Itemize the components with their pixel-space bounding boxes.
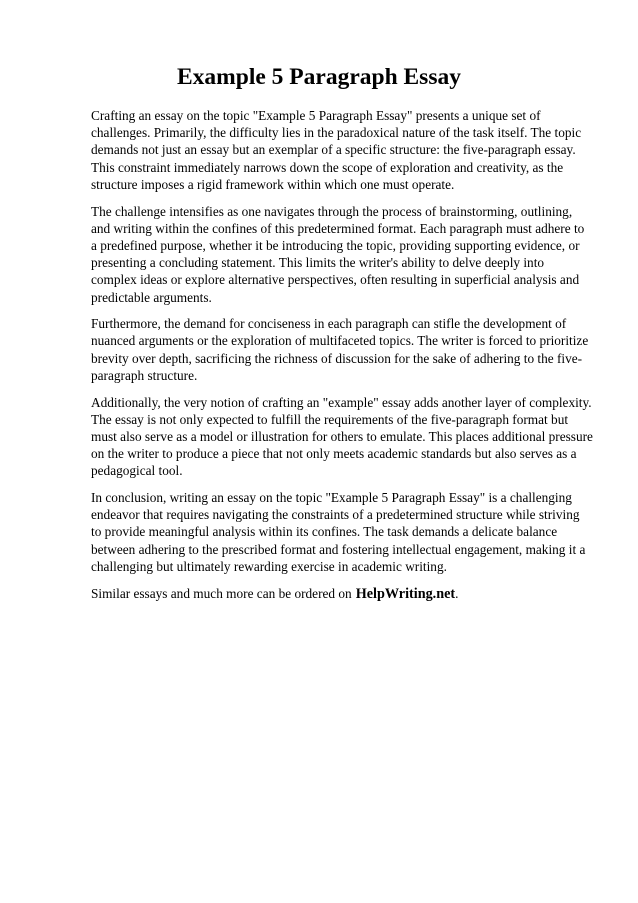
page-title: Example 5 Paragraph Essay [177, 64, 461, 90]
paragraph-intro: Crafting an essay on the topic "Example 5 Paragraph Essay" presents a unique set of challenges. Primarily, the difficulty lies in the paradoxical nature of the task itself. The topic demands not just an essay but an exemplar of a specific structure: the five-paragraph essay. This constraint immediately narrows down the scope of exploration and creativity, as the structure imposes a rigid framework within which one must operate. [91, 108, 582, 192]
footer-text: Similar essays and much more can be ordered on [91, 585, 352, 601]
paragraph-conciseness: Furthermore, the demand for conciseness in each paragraph can stifle the development of nuanced arguments or the exploration of multifaceted topics. The writer is forced to prioritize brevity over depth, sacrificing the richness of discussion for the sake of adhering to the five-paragraph structure. [91, 316, 589, 383]
paragraph-example-essay: Additionally, the very notion of crafting an "example" essay adds another layer of complexity. The essay is not only expected to fulfill the requirements of the five-paragraph format but must also serve as a model or illustration for others to emulate. This places additional pressure on the writer to produce a piece that not only meets academic standards but also serves as a pedagogical tool. [91, 394, 593, 479]
paragraph-challenge: The challenge intensifies as one navigates through the process of brainstorming, outlining, and writing within the confines of this predetermined format. Each paragraph must adhere to a predefined purpose, whether it be introducing the topic, providing supporting evidence, or presenting a concluding statement. This limits the writer's ability to delve deeply into complex ideas or explore alternative perspectives, often resulting in superficial analysis and predictable arguments. [91, 203, 585, 305]
helpwriting-link[interactable]: HelpWriting.net [355, 585, 456, 602]
footer-line [91, 585, 593, 603]
footer-trailing: . [455, 585, 459, 601]
paragraph-conclusion: In conclusion, writing an essay on the topic "Example 5 Paragraph Essay" is a challenging endeavor that requires navigating the constraints of a predetermined structure while striving to provide meaningful analysis within its confines. The task demands a delicate balance between adhering to the prescribed format and fostering intellectual engagement, making it a challenging but ultimately rewarding exercise in academic writing. [91, 490, 586, 574]
essay-body [91, 107, 593, 612]
